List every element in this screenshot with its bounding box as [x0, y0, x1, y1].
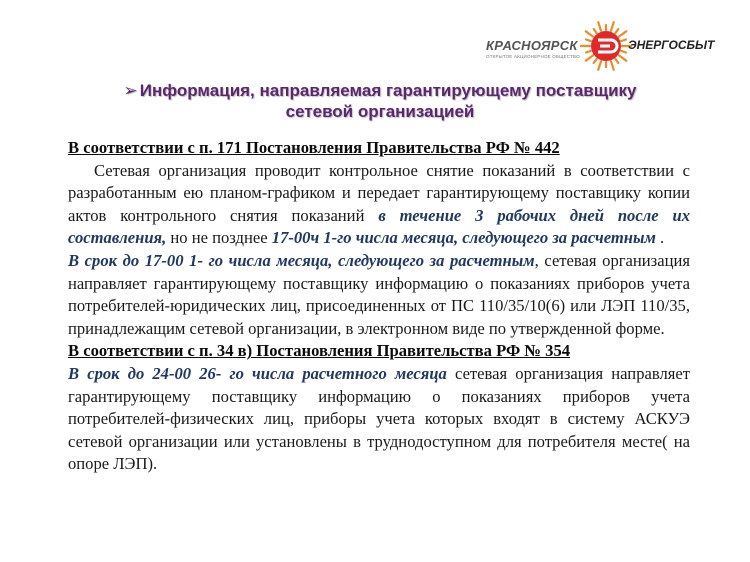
sun-ray [594, 29, 597, 33]
sun-ray [619, 55, 626, 60]
sun-ray [594, 59, 597, 63]
heading-line-1: Информация, направляемая гарантирующему поставщику [139, 81, 637, 100]
heading-line-2: сетевой организацией [285, 102, 475, 121]
sun-ray [621, 40, 626, 42]
logo-city-text: КРАСНОЯРСК [486, 38, 578, 53]
sun-ray [598, 22, 601, 31]
s1p1-text3: . [655, 228, 665, 248]
section1-reference [68, 137, 690, 160]
sun-ray [621, 51, 626, 53]
slide-body [68, 137, 690, 476]
sun-ray [586, 31, 593, 36]
s1p1-emphasis1: в течение 3 рабочих дней после их составления, [68, 205, 690, 248]
s2p1-text1: сетевая организация направляет гарантирующему поставщику информацию о показаниях приборов учета потребителей-физических лиц, приборы учета которых входят в систему АСКУЭ сетевой организации или установлены в труднодоступном для потребителя месте( на опоре ЛЭП). [68, 363, 690, 474]
logo-subtitle: ОТКРЫТОЕ АКЦИОНЕРНОЕ ОБЩЕСТВО [486, 54, 580, 59]
logo-brand-text: ЭНЕРГОСБЫТ [628, 38, 715, 52]
section2-reference-text: В соответствии с п. 34 в) Постановления Правительства РФ № 354 [68, 341, 571, 361]
section1-paragraph-2 [68, 250, 690, 340]
s2p1-emphasis1: В срок до 24-00 26- го числа расчетного месяца [68, 363, 447, 383]
section2-paragraph-1 [68, 363, 690, 476]
sun-ray [615, 59, 618, 63]
sun-logo-icon [580, 14, 632, 78]
slide-heading [100, 80, 660, 122]
section2-reference [68, 340, 690, 363]
s1p2-emphasis1: В срок до 17-00 1- го числа месяца, следующего за расчетным [68, 250, 535, 270]
sun-ray [586, 55, 593, 60]
s1p1-text1: Сетевая организация проводит контрольное снятие показаний в соответствии с разработанным ею планом-графиком и передает гарантирующему поставщику копии актов контрольного снятия показаний [68, 160, 690, 225]
sun-ray [586, 40, 591, 42]
sun-ray [611, 22, 614, 31]
sun-ray [619, 31, 626, 36]
section1-paragraph-1 [68, 160, 690, 250]
sun-ray [611, 61, 614, 70]
bullet-arrow-icon: ➢ [123, 81, 138, 100]
company-logo [486, 14, 726, 78]
sun-ray [615, 29, 618, 33]
s1p1-emphasis2: 17-00ч 1-го числа месяца, следующего за расчетным [271, 228, 656, 248]
section1-reference-text: В соответствии с п. 171 Постановления Правительства РФ № 442 [68, 138, 560, 157]
s1p1-text2: но не позднее [166, 228, 272, 248]
sun-ray [586, 51, 591, 53]
s1p2-text1: , сетевая организация направляет гарантирующему поставщику информацию о показаниях приборов учета потребителей-юридических лиц, присоединенных от ПС 110/35/10(6) или ЛЭП 110/35, принадлежащим сетевой организации, в электронном виде по утвержденной форме. [68, 250, 690, 338]
sun-ray [598, 61, 601, 70]
